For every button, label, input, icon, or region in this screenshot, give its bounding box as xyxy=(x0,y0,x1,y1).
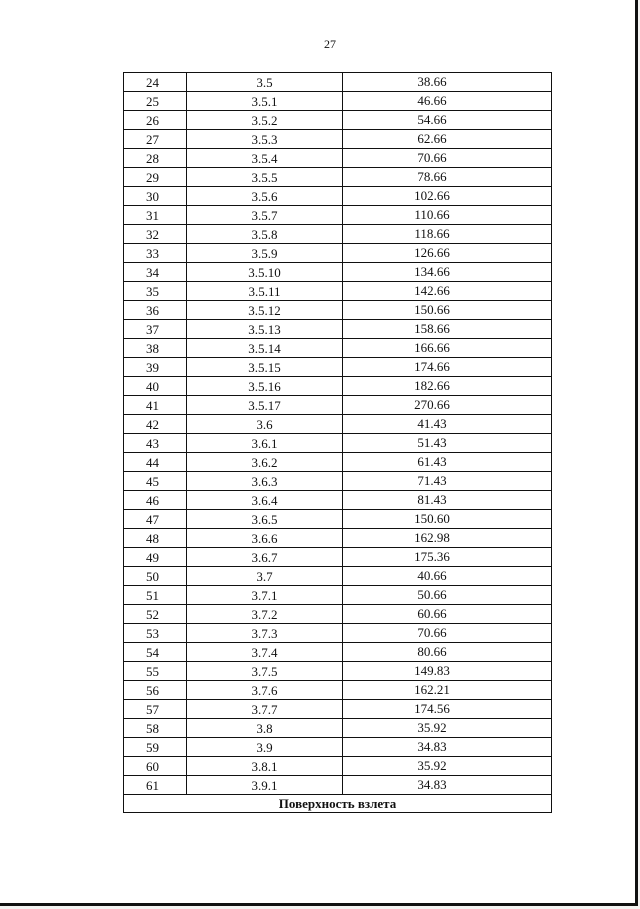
row-number-cell: 59 xyxy=(124,738,187,757)
row-code-cell: 3.7 xyxy=(187,567,343,586)
table-row xyxy=(124,149,552,168)
table-row xyxy=(124,282,552,301)
row-number-cell: 26 xyxy=(124,111,187,130)
row-number-cell: 50 xyxy=(124,567,187,586)
table-row xyxy=(124,225,552,244)
row-value-cell: 50.66 xyxy=(343,586,552,605)
row-value-cell: 78.66 xyxy=(343,168,552,187)
table-row xyxy=(124,92,552,111)
row-value-cell: 110.66 xyxy=(343,206,552,225)
page-number: 27 xyxy=(324,37,336,51)
table-row xyxy=(124,491,552,510)
table-row xyxy=(124,111,552,130)
row-value-cell: 150.66 xyxy=(343,301,552,320)
table-row xyxy=(124,643,552,662)
table-row xyxy=(124,339,552,358)
table-row xyxy=(124,700,552,719)
table-row xyxy=(124,567,552,586)
row-code-cell: 3.9 xyxy=(187,738,343,757)
section-heading: Поверхность взлета xyxy=(124,795,552,813)
row-number-cell: 31 xyxy=(124,206,187,225)
row-code-cell: 3.5.5 xyxy=(187,168,343,187)
table-row xyxy=(124,187,552,206)
row-value-cell: 126.66 xyxy=(343,244,552,263)
row-code-cell: 3.5.6 xyxy=(187,187,343,206)
row-value-cell: 81.43 xyxy=(343,491,552,510)
row-code-cell: 3.7.4 xyxy=(187,643,343,662)
row-code-cell: 3.6 xyxy=(187,415,343,434)
row-number-cell: 56 xyxy=(124,681,187,700)
row-number-cell: 32 xyxy=(124,225,187,244)
row-value-cell: 34.83 xyxy=(343,776,552,795)
row-number-cell: 54 xyxy=(124,643,187,662)
row-code-cell: 3.7.7 xyxy=(187,700,343,719)
table-row xyxy=(124,548,552,567)
row-value-cell: 70.66 xyxy=(343,624,552,643)
row-code-cell: 3.5.1 xyxy=(187,92,343,111)
row-code-cell: 3.7.3 xyxy=(187,624,343,643)
row-value-cell: 150.60 xyxy=(343,510,552,529)
table-row xyxy=(124,605,552,624)
table-row xyxy=(124,244,552,263)
row-value-cell: 162.98 xyxy=(343,529,552,548)
row-number-cell: 25 xyxy=(124,92,187,111)
row-number-cell: 27 xyxy=(124,130,187,149)
row-value-cell: 54.66 xyxy=(343,111,552,130)
row-code-cell: 3.7.5 xyxy=(187,662,343,681)
row-number-cell: 30 xyxy=(124,187,187,206)
row-number-cell: 52 xyxy=(124,605,187,624)
row-code-cell: 3.5.14 xyxy=(187,339,343,358)
row-value-cell: 149.83 xyxy=(343,662,552,681)
row-value-cell: 166.66 xyxy=(343,339,552,358)
row-value-cell: 71.43 xyxy=(343,472,552,491)
row-value-cell: 80.66 xyxy=(343,643,552,662)
data-table xyxy=(123,72,552,813)
row-value-cell: 142.66 xyxy=(343,282,552,301)
row-number-cell: 58 xyxy=(124,719,187,738)
row-value-cell: 70.66 xyxy=(343,149,552,168)
row-code-cell: 3.6.7 xyxy=(187,548,343,567)
row-code-cell: 3.6.4 xyxy=(187,491,343,510)
table-row xyxy=(124,719,552,738)
row-number-cell: 44 xyxy=(124,453,187,472)
row-code-cell: 3.5.7 xyxy=(187,206,343,225)
row-code-cell: 3.5.13 xyxy=(187,320,343,339)
row-value-cell: 162.21 xyxy=(343,681,552,700)
row-value-cell: 174.56 xyxy=(343,700,552,719)
row-code-cell: 3.7.1 xyxy=(187,586,343,605)
table-row xyxy=(124,415,552,434)
row-number-cell: 49 xyxy=(124,548,187,567)
row-value-cell: 118.66 xyxy=(343,225,552,244)
section-row xyxy=(124,795,552,813)
row-value-cell: 35.92 xyxy=(343,719,552,738)
row-number-cell: 42 xyxy=(124,415,187,434)
row-number-cell: 51 xyxy=(124,586,187,605)
table-row xyxy=(124,358,552,377)
row-code-cell: 3.5.3 xyxy=(187,130,343,149)
row-value-cell: 41.43 xyxy=(343,415,552,434)
row-number-cell: 36 xyxy=(124,301,187,320)
row-code-cell: 3.5.8 xyxy=(187,225,343,244)
table-row xyxy=(124,434,552,453)
row-code-cell: 3.6.5 xyxy=(187,510,343,529)
row-number-cell: 60 xyxy=(124,757,187,776)
row-code-cell: 3.5.11 xyxy=(187,282,343,301)
row-code-cell: 3.5.15 xyxy=(187,358,343,377)
row-number-cell: 33 xyxy=(124,244,187,263)
table-row xyxy=(124,377,552,396)
row-number-cell: 61 xyxy=(124,776,187,795)
row-code-cell: 3.6.1 xyxy=(187,434,343,453)
table-row xyxy=(124,529,552,548)
row-value-cell: 102.66 xyxy=(343,187,552,206)
row-number-cell: 38 xyxy=(124,339,187,358)
row-value-cell: 51.43 xyxy=(343,434,552,453)
row-code-cell: 3.5.4 xyxy=(187,149,343,168)
row-number-cell: 43 xyxy=(124,434,187,453)
row-value-cell: 38.66 xyxy=(343,73,552,92)
row-number-cell: 24 xyxy=(124,73,187,92)
row-number-cell: 37 xyxy=(124,320,187,339)
table-row xyxy=(124,510,552,529)
table-row xyxy=(124,301,552,320)
row-value-cell: 158.66 xyxy=(343,320,552,339)
row-number-cell: 39 xyxy=(124,358,187,377)
table-row xyxy=(124,472,552,491)
row-value-cell: 40.66 xyxy=(343,567,552,586)
table-row xyxy=(124,453,552,472)
row-number-cell: 46 xyxy=(124,491,187,510)
table-row xyxy=(124,396,552,415)
row-value-cell: 182.66 xyxy=(343,377,552,396)
row-code-cell: 3.5.16 xyxy=(187,377,343,396)
row-value-cell: 270.66 xyxy=(343,396,552,415)
row-number-cell: 40 xyxy=(124,377,187,396)
row-code-cell: 3.9.1 xyxy=(187,776,343,795)
row-number-cell: 47 xyxy=(124,510,187,529)
table-row xyxy=(124,681,552,700)
table-row xyxy=(124,206,552,225)
row-value-cell: 46.66 xyxy=(343,92,552,111)
table-row xyxy=(124,662,552,681)
row-number-cell: 48 xyxy=(124,529,187,548)
table-row xyxy=(124,738,552,757)
row-value-cell: 35.92 xyxy=(343,757,552,776)
row-code-cell: 3.5.9 xyxy=(187,244,343,263)
row-value-cell: 61.43 xyxy=(343,453,552,472)
row-code-cell: 3.7.2 xyxy=(187,605,343,624)
row-number-cell: 55 xyxy=(124,662,187,681)
row-code-cell: 3.5 xyxy=(187,73,343,92)
table-row xyxy=(124,757,552,776)
table-row xyxy=(124,320,552,339)
table-row xyxy=(124,263,552,282)
table-row xyxy=(124,586,552,605)
row-value-cell: 174.66 xyxy=(343,358,552,377)
row-value-cell: 62.66 xyxy=(343,130,552,149)
row-code-cell: 3.5.10 xyxy=(187,263,343,282)
row-code-cell: 3.6.2 xyxy=(187,453,343,472)
row-number-cell: 57 xyxy=(124,700,187,719)
row-number-cell: 34 xyxy=(124,263,187,282)
row-value-cell: 60.66 xyxy=(343,605,552,624)
row-number-cell: 28 xyxy=(124,149,187,168)
row-code-cell: 3.5.12 xyxy=(187,301,343,320)
table-row xyxy=(124,73,552,92)
table-row xyxy=(124,776,552,795)
row-number-cell: 45 xyxy=(124,472,187,491)
row-code-cell: 3.7.6 xyxy=(187,681,343,700)
row-code-cell: 3.6.6 xyxy=(187,529,343,548)
row-number-cell: 29 xyxy=(124,168,187,187)
row-code-cell: 3.6.3 xyxy=(187,472,343,491)
row-code-cell: 3.5.17 xyxy=(187,396,343,415)
row-number-cell: 35 xyxy=(124,282,187,301)
row-value-cell: 134.66 xyxy=(343,263,552,282)
row-code-cell: 3.8 xyxy=(187,719,343,738)
row-value-cell: 34.83 xyxy=(343,738,552,757)
table-row xyxy=(124,130,552,149)
row-code-cell: 3.5.2 xyxy=(187,111,343,130)
table-row xyxy=(124,168,552,187)
table-row xyxy=(124,624,552,643)
row-number-cell: 53 xyxy=(124,624,187,643)
table-body xyxy=(124,73,552,813)
row-code-cell: 3.8.1 xyxy=(187,757,343,776)
row-number-cell: 41 xyxy=(124,396,187,415)
row-value-cell: 175.36 xyxy=(343,548,552,567)
